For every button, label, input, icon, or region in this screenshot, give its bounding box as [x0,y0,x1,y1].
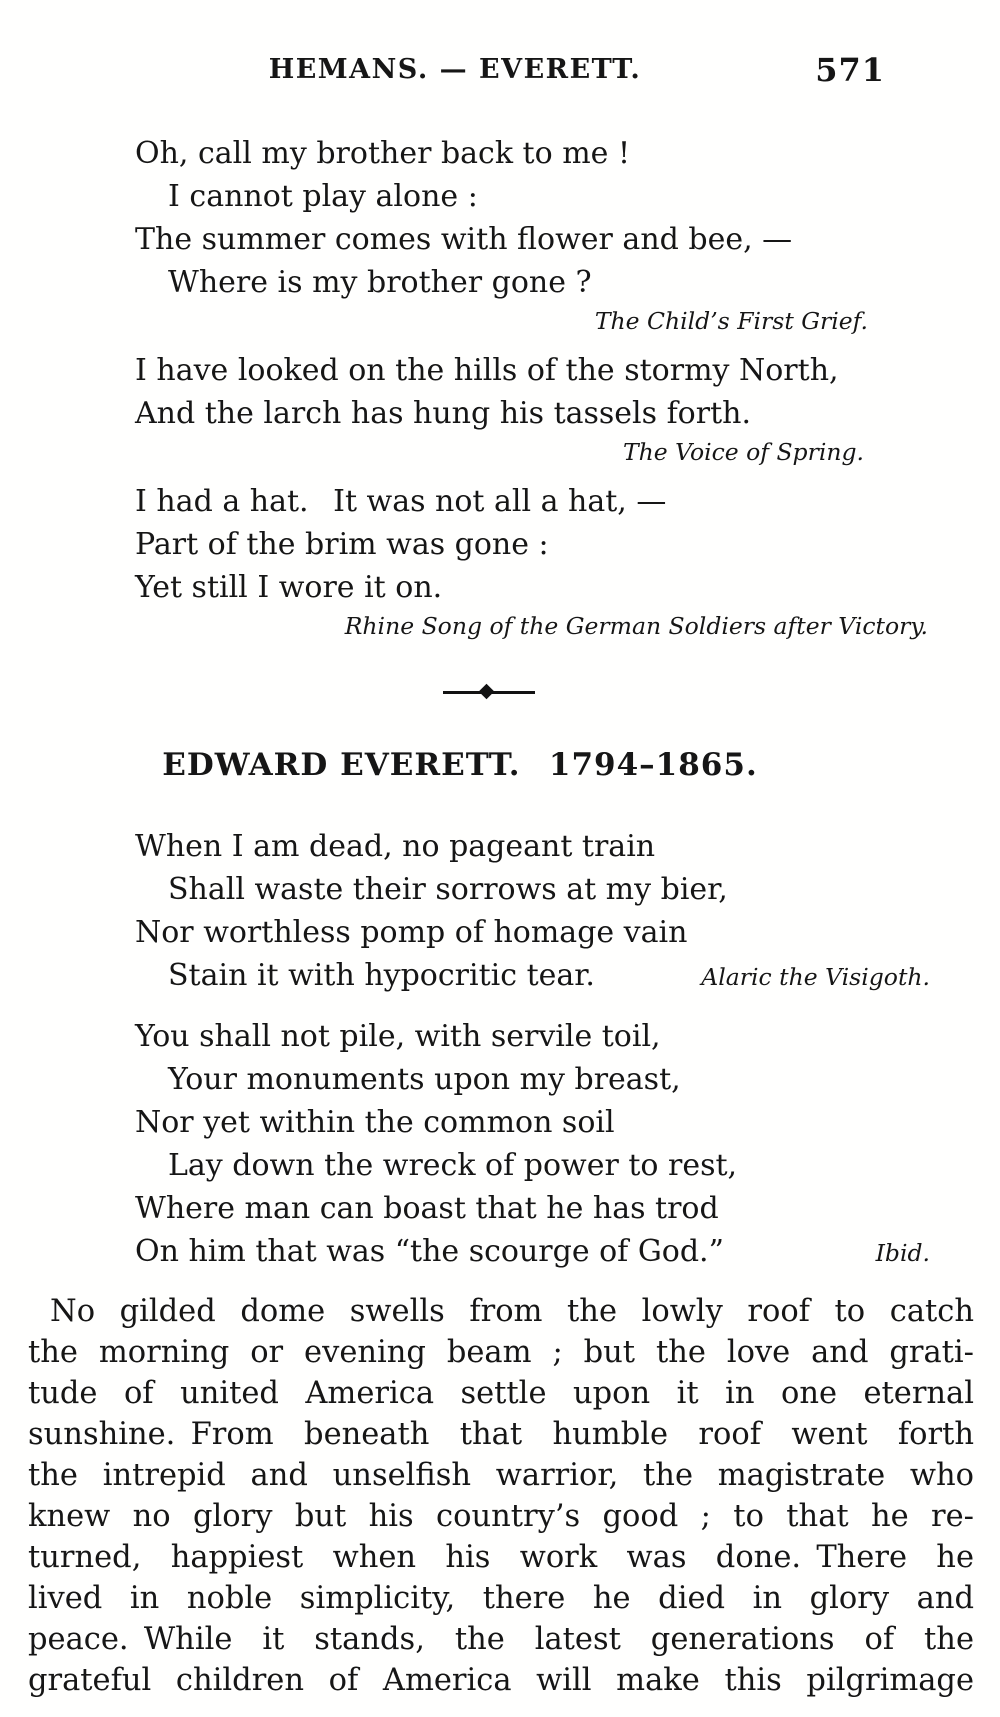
section-divider [0,685,1000,699]
verse-line [135,261,930,304]
verse-line [135,1015,930,1058]
verse-line [135,825,930,868]
verse-line-text: Yet still I wore it on. [135,570,443,605]
verse-line [135,566,930,609]
quote-block [135,349,930,469]
verse-line [135,175,930,218]
page-content [0,132,1000,1701]
prose-line: the intrepid and unselfish warrior, the magistrate who [28,1458,974,1493]
quote-block [135,825,930,999]
verse-line [135,132,930,175]
page-number: 571 [815,51,885,89]
prose-paragraph [28,1291,974,1701]
running-header-title: HEMANS. — EVERETT. [268,54,642,85]
verse-line-text: Where is my brother gone ? [168,265,592,300]
verse-line [135,523,930,566]
verse-line [135,1058,930,1101]
prose-line: tude of united America settle upon it in one eternal [28,1376,974,1411]
verse-line-text: Oh, call my brother back to me ! [135,136,630,171]
prose-line: turned, happiest when his work was done. There he [28,1540,974,1575]
prose-line: No gilded dome swells from the lowly roof to catch [50,1294,974,1329]
verse-line-text: Nor yet within the common soil [135,1105,615,1140]
verse-line [135,868,930,911]
prose-line: the morning or evening beam ; but the love and grati- [28,1335,974,1370]
verse-line [135,1187,930,1230]
verse-line-text: Your monuments upon my breast, [168,1062,681,1097]
quote-block [135,1015,930,1275]
verse-line [135,392,930,435]
verse-line-text: I had a hat. It was not all a hat, — [135,484,667,519]
verse-line-text: Where man can boast that he has trod [135,1191,719,1226]
verse-line [135,349,930,392]
verse-line [135,954,930,999]
verse-line-text: Stain it with hypocritic tear. [168,958,595,993]
page-header [0,51,1000,96]
verse-line-text: When I am dead, no pageant train [135,829,656,864]
verse-line-text: Part of the brim was gone : [135,527,549,562]
verse-line-text: Shall waste their sorrows at my bier, [168,872,728,907]
hemans-quotes-block [135,132,930,643]
quote-block [135,132,930,338]
everett-quotes-block [135,825,930,1275]
verse-line-text: And the larch has hung his tassels forth. [135,396,751,431]
quote-attribution: Ibid. [875,1239,930,1267]
divider-diamond-icon [479,684,495,700]
verse-line-text: I have looked on the hills of the stormy North, [135,353,839,388]
prose-line: knew no glory but his country’s good ; to that he re- [28,1499,974,1534]
verse-line-text: On him that was “the scourge of God.” [135,1234,724,1269]
verse-line-text: Nor worthless pomp of homage vain [135,915,688,950]
quote-attribution: The Voice of Spring. [622,438,864,466]
verse-line-text: You shall not pile, with servile toil, [135,1019,661,1054]
prose-line: sunshine. From beneath that humble roof went forth [28,1417,974,1452]
verse-line [135,1101,930,1144]
section-heading: EDWARD EVERETT. 1794–1865. [162,747,758,783]
prose-line: peace. While it stands, the latest generations of the [28,1622,974,1657]
verse-line-text: Lay down the wreck of power to rest, [168,1148,738,1183]
quote-attribution: Rhine Song of the German Soldiers after Victory. [344,612,928,640]
verse-line [135,1230,930,1275]
verse-line [135,218,930,261]
verse-line [135,480,930,523]
prose-line: lived in noble simplicity, there he died in glory and [28,1581,974,1616]
quote-attribution: Alaric the Visigoth. [701,963,930,991]
verse-line [135,911,930,954]
verse-line-text: I cannot play alone : [168,179,478,214]
quote-block [135,480,930,643]
quote-attribution: The Child’s First Grief. [594,307,868,335]
verse-line-text: The summer comes with flower and bee, — [135,222,793,257]
verse-line [135,1144,930,1187]
prose-line: grateful children of America will make this pilgrimage [28,1663,974,1698]
